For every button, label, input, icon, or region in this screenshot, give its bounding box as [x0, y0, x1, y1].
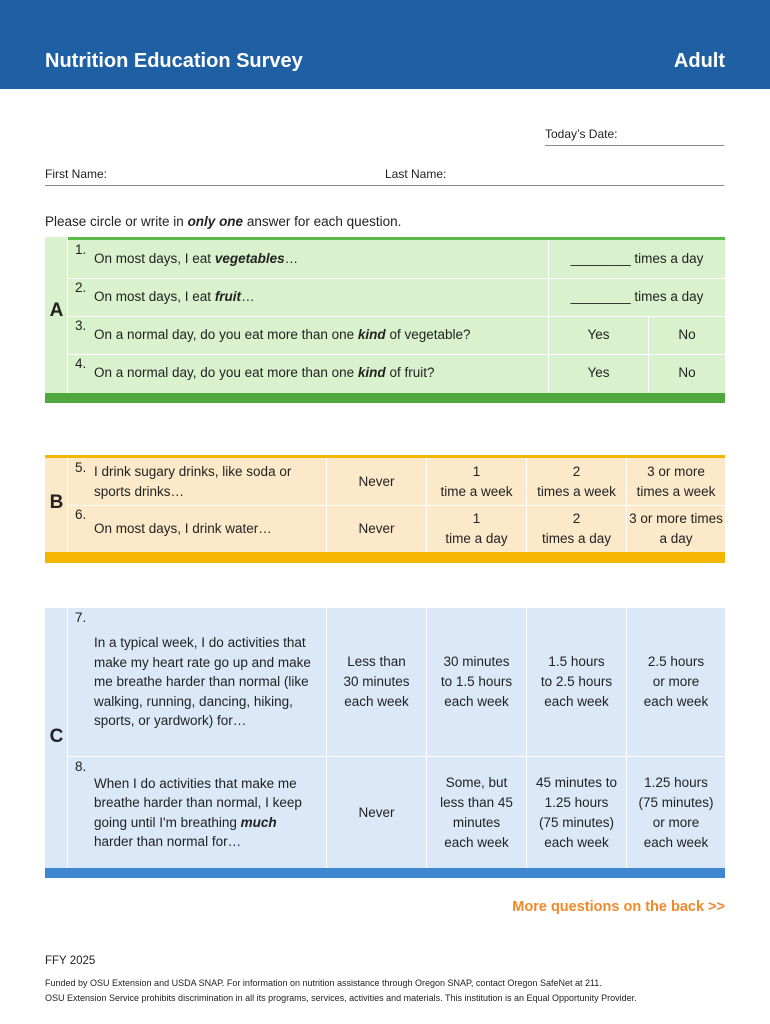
- option-label: Less than: [347, 654, 406, 669]
- option-label: Never: [358, 520, 395, 536]
- option-label: 30 minutes: [443, 654, 510, 669]
- option-label: each week: [643, 834, 709, 850]
- question-5-option-3-more-week[interactable]: [627, 458, 725, 505]
- question-4-yes-option[interactable]: Yes: [587, 365, 610, 380]
- instructions-emphasis: only one: [187, 214, 244, 229]
- question-7-line: In a typical week, I do activities that: [94, 635, 306, 651]
- option-label: 2: [572, 463, 581, 479]
- question-6-label: On most days, I drink water…: [94, 520, 272, 536]
- question-8-option-1-25-more[interactable]: [627, 757, 725, 868]
- nondiscrimination-note: OSU Extension Service prohibits discrimination in all its programs, services, activities and materials. This institution is an Equal Opportunity Provider.: [45, 993, 637, 1003]
- question-1-number: 1.: [75, 242, 87, 257]
- option-label: each week: [544, 694, 609, 709]
- question-7-line: me breathe harder than normal (like: [94, 674, 309, 690]
- option-label: Some, but: [445, 774, 508, 790]
- instructions-text: Please circle or write in: [45, 214, 188, 229]
- question-8-number: 8.: [75, 759, 87, 774]
- question-7-option-less-30[interactable]: [327, 608, 426, 756]
- question-5-text: [68, 458, 291, 505]
- question-6-option-1-day[interactable]: [427, 505, 526, 552]
- question-3-text-start: On a normal day, do you eat more than one: [94, 327, 358, 343]
- question-6-row: [68, 505, 725, 552]
- question-8-option-never[interactable]: [327, 757, 426, 868]
- question-2-emphasis: fruit: [214, 289, 242, 305]
- funding-note: Funded by OSU Extension and USDA SNAP. For information on nutrition assistance through Oregon SNAP, contact Oregon SafeNet at 211.: [45, 978, 602, 988]
- question-7-option-30-to-1-5[interactable]: [427, 608, 526, 756]
- section-b: [45, 455, 725, 563]
- option-label: each week: [444, 694, 509, 709]
- option-label: 2: [572, 510, 581, 526]
- question-6-option-2-day[interactable]: [527, 505, 626, 552]
- question-5-line-2: sports drinks…: [94, 483, 185, 499]
- question-3-text-end: of vegetable?: [385, 327, 471, 343]
- question-7-line: walking, running, dancing, hiking,: [94, 693, 293, 709]
- question-7-number: 7.: [75, 610, 87, 625]
- instructions: [45, 214, 401, 229]
- question-8-text: [68, 757, 302, 868]
- question-7-line: make my heart rate go up and make: [94, 654, 311, 670]
- option-label: (75 minutes): [638, 794, 714, 810]
- option-label: 1.5 hours: [548, 654, 605, 669]
- question-2-number: 2.: [75, 280, 87, 295]
- option-label: or more: [652, 674, 700, 689]
- option-label: 3 or more: [647, 463, 705, 479]
- option-label: times a week: [537, 483, 616, 499]
- question-3-text: [68, 316, 471, 354]
- option-label: 1.25 hours: [644, 774, 708, 790]
- option-label: times a week: [636, 483, 716, 499]
- question-6-number: 6.: [75, 507, 87, 522]
- option-label: less than 45: [440, 794, 513, 810]
- question-7-text: [68, 608, 311, 756]
- question-5-row: [68, 458, 725, 506]
- last-name-label: Last Name:: [385, 167, 447, 181]
- question-2-text-start: On most days, I eat: [94, 289, 215, 305]
- option-label: 1.25 hours: [544, 794, 609, 810]
- option-label: Never: [358, 473, 395, 489]
- section-a-bottom-bar: [45, 393, 725, 403]
- last-name-field[interactable]: [385, 167, 724, 186]
- section-c-bottom-bar: [45, 868, 725, 878]
- question-8-line: breathe harder than normal, I keep: [94, 795, 302, 810]
- todays-date-field[interactable]: [545, 127, 724, 146]
- question-8-line: When I do activities that make me: [94, 775, 297, 791]
- question-1-answer-blank[interactable]: ________ times a day: [570, 251, 704, 266]
- question-4-text-start: On a normal day, do you eat more than one: [94, 365, 358, 381]
- fiscal-year: FFY 2025: [45, 955, 96, 967]
- question-4-row: [68, 354, 725, 392]
- option-label: to 1.5 hours: [440, 674, 513, 689]
- question-2-text-end: …: [241, 289, 255, 305]
- question-3-yes-option[interactable]: Yes: [587, 327, 610, 342]
- option-label: each week: [444, 834, 509, 850]
- option-label: (75 minutes): [538, 814, 614, 830]
- question-1-row: [68, 240, 725, 279]
- question-3-no-option[interactable]: No: [678, 327, 696, 342]
- option-label: each week: [643, 694, 709, 709]
- question-1-text: [68, 240, 298, 278]
- question-7-row: [68, 608, 725, 757]
- question-8-option-45-to-1-25[interactable]: [527, 757, 626, 868]
- option-label: time a day: [445, 530, 508, 546]
- audience-label: Adult: [673, 50, 725, 72]
- option-label: each week: [544, 834, 609, 850]
- section-a: [45, 237, 725, 403]
- question-5-option-2-week[interactable]: [527, 458, 626, 505]
- first-name-field[interactable]: [45, 167, 385, 186]
- option-label: 30 minutes: [343, 674, 410, 689]
- question-6-option-never[interactable]: [327, 505, 426, 552]
- option-label: a day: [659, 530, 693, 546]
- todays-date-label: Today’s Date:: [545, 127, 618, 141]
- question-7-option-1-5-to-2-5[interactable]: [527, 608, 626, 756]
- question-8-option-less-45[interactable]: [427, 757, 526, 868]
- question-6-option-3-more-day[interactable]: [627, 505, 725, 552]
- question-1-text-end: …: [284, 251, 299, 267]
- option-label: 2.5 hours: [647, 654, 705, 669]
- section-b-bottom-bar: [45, 552, 725, 563]
- option-label: time a week: [440, 483, 513, 499]
- question-4-no-option[interactable]: No: [678, 365, 696, 380]
- question-1-text-start: On most days, I eat: [94, 251, 215, 267]
- question-2-text: [68, 278, 255, 316]
- question-7-line: sports, or yardwork) for…: [94, 713, 247, 729]
- option-label: or more: [652, 814, 700, 830]
- question-6-text: [68, 505, 272, 552]
- page-title: Nutrition Education Survey: [45, 50, 303, 72]
- question-5-option-1-week[interactable]: [427, 458, 526, 505]
- option-label: Never: [358, 804, 395, 820]
- section-b-letter: B: [49, 492, 64, 513]
- section-c-letter: C: [49, 726, 64, 747]
- header-banner: [0, 0, 770, 89]
- question-2-answer-blank[interactable]: ________ times a day: [570, 289, 704, 304]
- question-3-emphasis: kind: [357, 327, 386, 343]
- option-label: 45 minutes to: [535, 774, 618, 790]
- question-1-emphasis: vegetables: [214, 251, 285, 267]
- instructions-text-end: answer for each question.: [243, 214, 402, 229]
- question-5-number: 5.: [75, 460, 87, 475]
- question-4-number: 4.: [75, 356, 87, 371]
- option-label: 3 or more times: [629, 510, 723, 526]
- option-label: minutes: [452, 814, 501, 830]
- question-8-line: harder than normal for…: [94, 834, 242, 849]
- option-label: each week: [344, 694, 409, 709]
- first-name-label: First Name:: [45, 167, 108, 181]
- option-label: 1: [472, 463, 481, 479]
- question-4-emphasis: kind: [357, 365, 386, 381]
- option-label: 1: [472, 510, 481, 526]
- option-label: times a day: [541, 530, 612, 546]
- question-3-number: 3.: [75, 318, 87, 333]
- question-5-option-never[interactable]: [327, 458, 426, 505]
- question-4-text-end: of fruit?: [385, 365, 435, 381]
- question-5-line-1: I drink sugary drinks, like soda or: [94, 464, 292, 479]
- more-questions-link[interactable]: More questions on the back >>: [512, 899, 725, 915]
- option-label: to 2.5 hours: [540, 674, 613, 689]
- question-2-row: [68, 278, 725, 317]
- question-4-text: [68, 354, 434, 392]
- question-8-row: [68, 757, 725, 868]
- section-a-letter: A: [49, 300, 64, 321]
- question-7-option-2-5-more[interactable]: [627, 608, 725, 756]
- question-3-row: [68, 316, 725, 355]
- question-8-emphasis: much: [240, 814, 277, 830]
- section-c: [45, 608, 725, 878]
- question-8-line: going until I'm breathing: [94, 814, 241, 830]
